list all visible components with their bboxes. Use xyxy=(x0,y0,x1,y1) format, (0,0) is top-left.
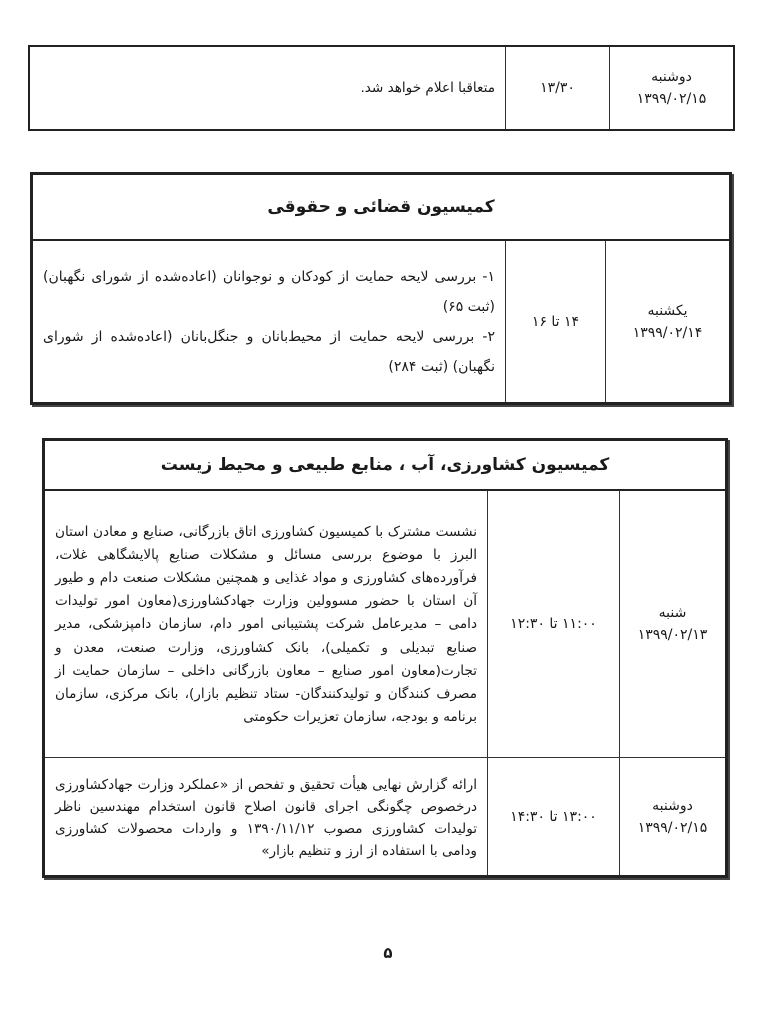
judicial-commission-table xyxy=(30,172,732,405)
day-cell xyxy=(619,758,725,875)
date-label: ۱۳۹۹/۰۲/۱۳ xyxy=(637,627,708,643)
time-label: ۱۳:۰۰ تا ۱۴:۳۰ xyxy=(510,808,597,825)
date-label: ۱۳۹۹/۰۲/۱۵ xyxy=(636,91,707,107)
description-cell xyxy=(45,758,487,875)
day-cell xyxy=(619,491,725,757)
time-cell xyxy=(487,491,619,757)
time-label: ۱۴ تا ۱۶ xyxy=(531,313,580,330)
date-label: ۱۳۹۹/۰۲/۱۵ xyxy=(637,819,708,836)
table-row xyxy=(30,47,733,129)
agenda-item: ۱- بررسی لایحه حمایت از کودکان و نوجوانان (اعاده‌شده از شورای نگهبان) (ثبت ۶۵) xyxy=(43,268,495,315)
day-label: شنبه xyxy=(658,605,687,621)
page-number: ۵ xyxy=(383,944,393,962)
time-cell xyxy=(487,758,619,875)
day-cell xyxy=(605,241,729,402)
time-cell xyxy=(505,241,605,402)
description-text: نشست مشترک با کمیسیون کشاورزی اتاق بازرگانی، صنایع و معادن استان البرز با موضوع بررسی مسائل و مشکلات صنایع پالایشگاهی غلات، فرآورده‌های کشاورزی و مواد غذایی و همچنین مشکلات صنعت دام و طیور آن استان با حضور مسوولین وزارت جهادکشاورزی(معاون امور تولیدات دامی – مدیرعامل شرکت پشتیبانی امور دام، سازمان دامپزشکی، مدیر صنایع تبدیلی و تکمیلی)، بانک کشاورزی، وزارت صنعت، معدن و تجارت(معاون امور صنایع – معاون بازرگانی داخلی – سازمان حمایت از مصرف کنندگان و تولیدکنندگان- ستاد تنظیم بازار)، بانک مرکزی، سازمان برنامه و بودجه، سازمان تعزیرات حکومتی xyxy=(55,523,477,726)
description-cell xyxy=(45,491,487,757)
agriculture-commission-table xyxy=(42,438,728,878)
schedule-table-top xyxy=(28,45,735,131)
description-cell xyxy=(30,47,505,129)
day-cell xyxy=(609,47,733,129)
table-row xyxy=(33,241,729,402)
date-label: ۱۳۹۹/۰۲/۱۴ xyxy=(632,324,703,341)
time-label: ۱۱:۰۰ تا ۱۲:۳۰ xyxy=(510,616,597,632)
description-text: متعاقبا اعلام خواهد شد. xyxy=(360,80,495,97)
description-text: ارائه گزارش نهایی هیأت تحقیق و تفحص از «عملکرد وزارت جهادکشاورزی درخصوص چگونگی اجرای قانون اصلاح قانون استخدام مهندسین ناظر تولیدات کشاورزی مصوب ۱۳۹۰/۱۱/۱۲ و واردات محصولات کشاورزی ودامی با استفاده از ارز و تنظیم بازار» xyxy=(55,776,478,859)
time-cell xyxy=(505,47,609,129)
agenda-item: ۲- بررسی لایحه حمایت از محیط‌بانان و جنگل‌بانان (اعاده‌شده از شورای نگهبان) (ثبت ۲۸۴) xyxy=(43,328,495,375)
table-row xyxy=(45,491,725,757)
day-label: یکشنبه xyxy=(647,302,688,319)
table-row xyxy=(45,757,725,875)
commission-title: کمیسیون کشاورزی، آب ، منابع طبیعی و محیط زیست xyxy=(45,441,725,491)
day-label: دوشنبه xyxy=(651,69,692,85)
day-label: دوشنبه xyxy=(652,797,693,814)
commission-title: کمیسیون قضائی و حقوقی xyxy=(33,175,729,241)
description-cell xyxy=(33,241,505,402)
time-label: ۱۳/۳۰ xyxy=(540,80,575,96)
